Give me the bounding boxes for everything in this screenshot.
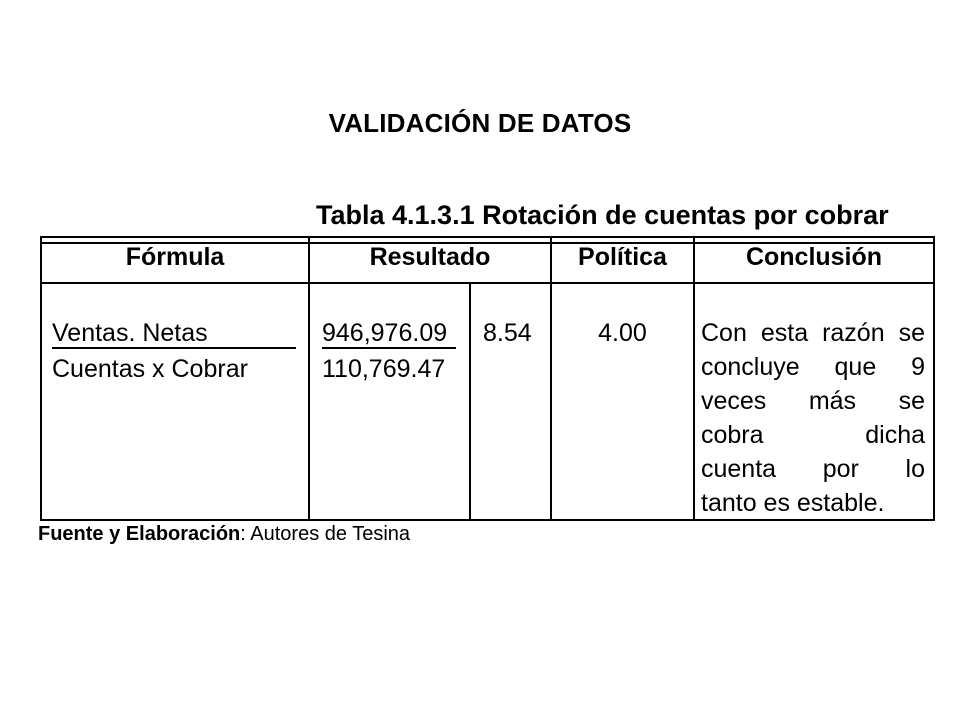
denominator-value: 110,769.47: [322, 355, 446, 383]
source-note: [38, 523, 410, 546]
source-text: : Autores de Tesina: [240, 523, 411, 545]
header-divider: [42, 282, 933, 284]
slide-title: VALIDACIÓN DE DATOS: [328, 108, 632, 138]
data-table: [40, 236, 935, 521]
conclusion-line: concluye que 9: [701, 353, 925, 381]
result-value: 8.54: [483, 319, 532, 347]
numerator-value: [322, 316, 456, 350]
policy-value: 4.00: [598, 319, 647, 347]
formula-numerator: [52, 316, 296, 350]
conclusion-line: cobra dicha: [701, 421, 925, 449]
table-caption: Tabla 4.1.3.1 Rotación de cuentas por cobrar: [316, 200, 889, 230]
header-resultado: Resultado: [369, 243, 491, 271]
conclusion-line: tanto es estable.: [701, 489, 885, 517]
source-label: Fuente y Elaboración: [38, 523, 241, 545]
formula-numerator-text: Ventas. Netas: [52, 319, 296, 349]
header-conclusion: Conclusión: [745, 243, 883, 271]
header-formula: Fórmula: [125, 243, 225, 271]
numerator-value-text: 946,976.09: [322, 319, 456, 349]
conclusion-line: veces más se: [701, 387, 925, 415]
conclusion-text: [701, 316, 925, 520]
header-politica: Política: [578, 243, 667, 271]
conclusion-line: Con esta razón se: [701, 319, 925, 347]
column-divider: [469, 282, 471, 519]
formula-denominator: Cuentas x Cobrar: [52, 355, 248, 383]
conclusion-line: cuenta por lo: [701, 455, 925, 483]
